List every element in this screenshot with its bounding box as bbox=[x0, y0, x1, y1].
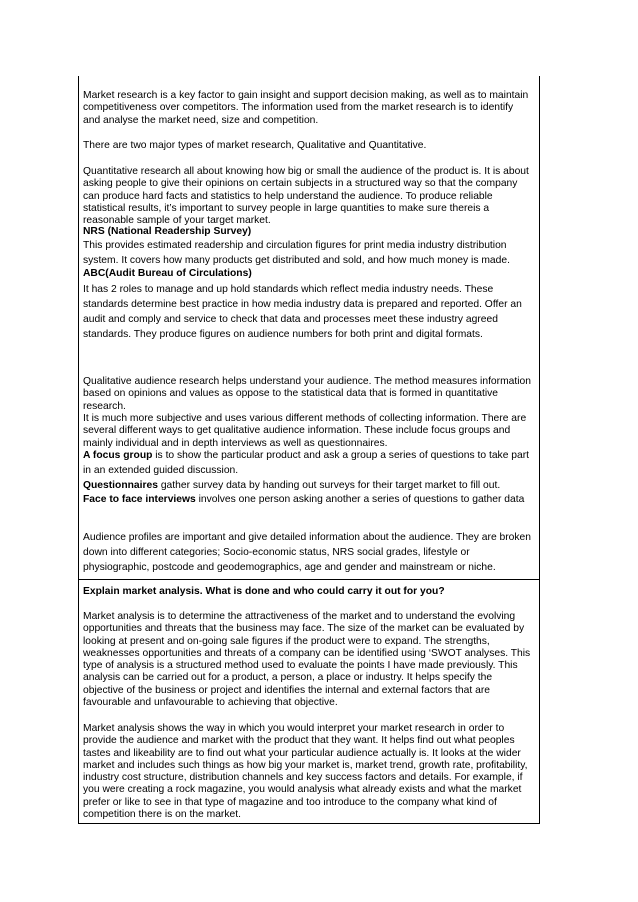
focus-group-paragraph: A focus group is to show the particular product and ask a group a series of questions to take part in an extended guided discussion. bbox=[83, 450, 530, 476]
intro-paragraph: Market research is a key factor to gain insight and support decision making, as well as to maintain competitiveness over competitors. The information used from the market research is to identify and analyse the market need, size and competition. bbox=[83, 90, 529, 126]
market-analysis-section bbox=[78, 579, 540, 824]
abc-heading: ABC(Audit Bureau of Circulations) bbox=[83, 268, 252, 279]
audience-profiles-paragraph: Audience profiles are important and give detailed information about the audience. They are broken down into different categories; Socio-economic status, NRS social grades, lifestyle or physiographic, postcode and geodemographics, age and gender and mainstream or niche. bbox=[83, 532, 532, 573]
analysis-paragraph-1: Market analysis is to determine the attractiveness of the market and to understand the evolving opportunities and threats that the business may face. The size of the market can be evaluated by looking at present and on-going sale figures if the product were to expand. The strengths, weaknesses opportunities and threats of a company can be identified using ‘SWOT analyses. This type of analysis is a structured method used to evaluate the points I have made previously. This analysis can be carried out for a product, a person, a place or industry. It helps specify the objective of the business or project and identifies the internal and external factors that are favourable and unfavourable to achieving that objective. bbox=[83, 611, 531, 709]
nrs-heading: NRS (National Readership Survey) bbox=[83, 226, 252, 237]
abc-paragraph: It has 2 roles to manage and up hold standards which reflect media industry needs. These standards determine best practice in how media industry data is prepared and reported. Offer an audit and comply and service to check that data and processes meet these industry agreed standards. They produce figures on audience numbers for both print and digital formats. bbox=[83, 284, 522, 340]
analysis-paragraph-2: Market analysis shows the way in which you would interpret your market research in order to provide the audience and market with the product that they want. It helps find out what peoples tastes and likeability are to find out what your particular audience actually is. It looks at the wider market and includes such things as how big your market is, market trend, growth rate, profitability, industry cost structure, distribution channels and key success factors and details. For example, if you were creating a rock magazine, you would analysis what already exists and what the market prefer or like to see in that type of magazine and too introduce to the company what kind of competition there is on the market. bbox=[83, 723, 528, 821]
qualitative-methods-paragraph: It is much more subjective and uses various different methods of collecting information. There are several different ways to get qualitative audience information. These include focus groups and mainly individual and in depth interviews as well as questionnaires. bbox=[83, 413, 527, 449]
nrs-paragraph: This provides estimated readership and circulation figures for print media industry distribution system. It covers how many products get distributed and sold, and how much money is made. bbox=[83, 240, 510, 266]
quantitative-paragraph: Quantitative research all about knowing how big or small the audience of the product is. It is about asking people to give their opinions on certain subjects in a structured way so that the company can produce hard facts and statistics to help understand the audience. To produce reliable statistical results, it’s important to survey people in large quantities to make sure thereis a reasonable sample of your target market. bbox=[83, 166, 529, 227]
question-heading: Explain market analysis. What is done and who could carry it out for you? bbox=[83, 586, 445, 597]
qualitative-paragraph: Qualitative audience research helps understand your audience. The method measures information based on opinions and values as oppose to the statistical data that is formed in quantitative research. bbox=[83, 376, 531, 412]
two-types-paragraph: There are two major types of market research, Qualitative and Quantitative. bbox=[83, 140, 427, 151]
interviews-paragraph: Face to face interviews involves one person asking another a series of questions to gather data bbox=[83, 494, 525, 505]
research-section bbox=[78, 76, 540, 579]
questionnaires-paragraph: Questionnaires gather survey data by handing out surveys for their target market to fill out. bbox=[83, 480, 501, 491]
